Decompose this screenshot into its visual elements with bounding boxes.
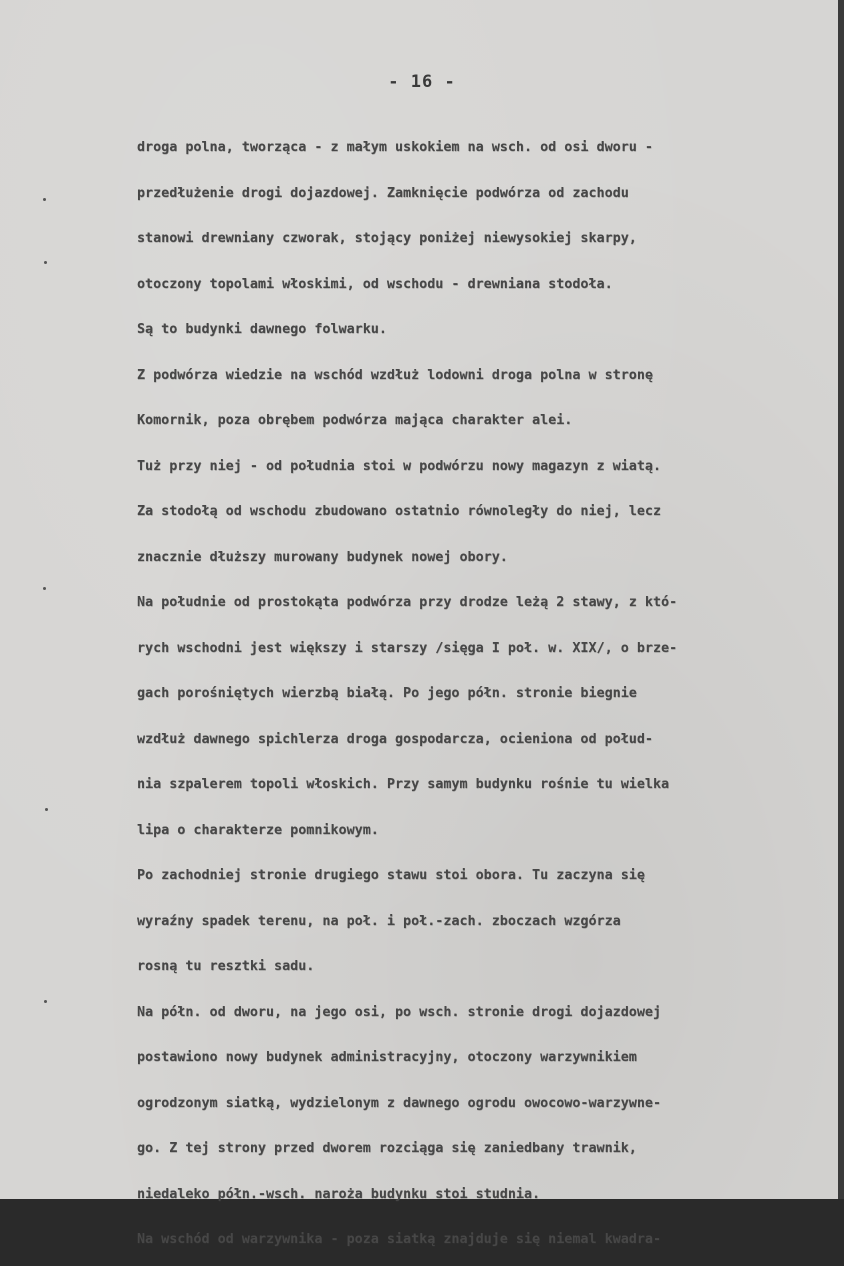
text-line: Na półn. od dworu, na jego osi, po wsch. stronie drogi dojazdowej bbox=[137, 1004, 662, 1020]
text-line: postawiono nowy budynek administracyjny, otoczony warzywnikiem bbox=[137, 1050, 637, 1065]
text-line: Po zachodniej stronie drugiego stawu stoi obora. Tu zaczyna się bbox=[137, 868, 645, 883]
text-line: stanowi drewniany czworak, stojący poniżej niewysokiej skarpy, bbox=[137, 231, 637, 246]
text-line: przedłużenie drogi dojazdowej. Zamknięcie podwórza od zachodu bbox=[137, 185, 629, 201]
text-line: niedaleko półn.-wsch. naroża budynku stoi studnia. bbox=[137, 1186, 541, 1202]
margin-speck bbox=[45, 808, 48, 811]
margin-speck bbox=[43, 198, 46, 201]
text-line: Z podwórza wiedzie na wschód wzdłuż lodowni droga polna w stronę bbox=[137, 367, 653, 383]
text-line: Na wschód od warzywnika - poza siatką znajduje się niemal kwadra- bbox=[137, 1232, 662, 1247]
text-line: Komornik, poza obrębem podwórza mająca charakter alei. bbox=[137, 413, 573, 428]
text-line: ogrodzonym siatką, wydzielonym z dawnego ogrodu owocowo-warzywne- bbox=[137, 1095, 662, 1111]
text-line: go. Z tej strony przed dworem rozciąga się zaniedbany trawnik, bbox=[137, 1141, 637, 1156]
text-line: otoczony topolami włoskimi, od wschodu - drewniana stodoła. bbox=[137, 276, 613, 292]
margin-speck bbox=[43, 587, 46, 590]
text-line: rosną tu resztki sadu. bbox=[137, 959, 315, 974]
text-line: gach porośniętych wierzbą białą. Po jego półn. stronie biegnie bbox=[137, 686, 637, 701]
text-line: lipa o charakterze pomnikowym. bbox=[137, 822, 379, 838]
text-line: wzdłuż dawnego spichlerza droga gospodarcza, ocieniona od połud- bbox=[137, 731, 653, 747]
scan-edge bbox=[838, 0, 844, 1199]
body-text bbox=[137, 128, 827, 1266]
text-line: znacznie dłuższy murowany budynek nowej obory. bbox=[137, 549, 508, 565]
text-line: Na południe od prostokąta podwórza przy drodze leżą 2 stawy, z któ- bbox=[137, 595, 678, 610]
text-line: Są to budynki dawnego folwarku. bbox=[137, 322, 387, 337]
text-line: droga polna, tworząca - z małym uskokiem na wsch. od osi dworu - bbox=[137, 140, 653, 155]
text-line: Tuż przy niej - od południa stoi w podwórzu nowy magazyn z wiatą. bbox=[137, 458, 662, 474]
text-line: nia szpalerem topoli włoskich. Przy samym budynku rośnie tu wielka bbox=[137, 777, 670, 792]
margin-speck bbox=[44, 1000, 47, 1003]
page-number: - 16 - bbox=[388, 72, 456, 92]
text-line: Za stodołą od wschodu zbudowano ostatnio równoległy do niej, lecz bbox=[137, 504, 662, 519]
text-line: rych wschodni jest większy i starszy /sięga I poł. w. XIX/, o brze- bbox=[137, 640, 678, 656]
text-line: wyraźny spadek terenu, na poł. i poł.-zach. zboczach wzgórza bbox=[137, 913, 621, 929]
margin-speck bbox=[44, 261, 47, 264]
